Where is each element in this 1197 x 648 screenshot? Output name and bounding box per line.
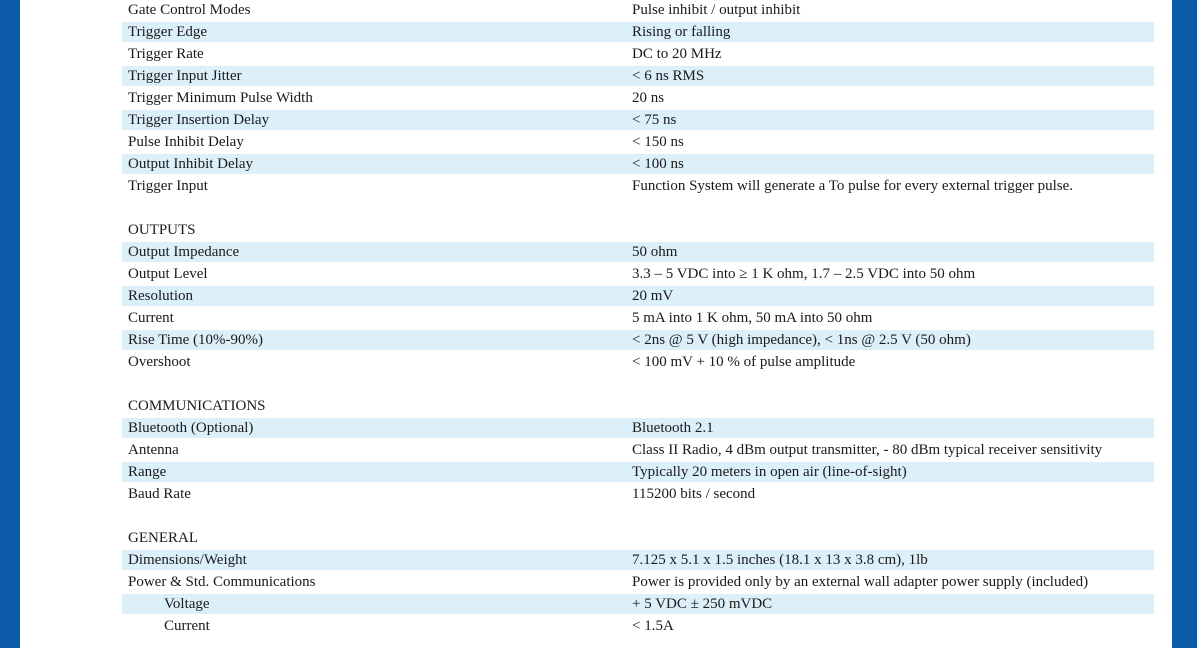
spec-label: Trigger Insertion Delay [128, 112, 270, 128]
spec-row [122, 88, 1154, 108]
spec-label: Dimensions/Weight [128, 552, 247, 568]
spec-value: + 5 VDC ± 250 mVDC [632, 596, 773, 612]
spec-label: Range [128, 464, 167, 480]
spec-label: Power & Std. Communications [128, 574, 316, 590]
section-heading-general: GENERAL [128, 530, 198, 546]
spec-row [122, 66, 1154, 86]
spec-row [122, 110, 1154, 130]
spec-row [122, 484, 1154, 504]
spec-row [122, 616, 1154, 636]
spec-label: Bluetooth (Optional) [128, 420, 254, 436]
spec-row [122, 440, 1154, 460]
section-heading-communications: COMMUNICATIONS [128, 398, 266, 414]
spec-label: Voltage [164, 596, 210, 612]
spec-label: Overshoot [128, 354, 191, 370]
spec-value: Power is provided only by an external wall adapter power supply (included) [632, 574, 1089, 590]
spec-label: Current [164, 618, 210, 634]
spec-value: < 6 ns RMS [632, 68, 705, 84]
spec-row [122, 418, 1154, 438]
spec-value: 3.3 – 5 VDC into ≥ 1 K ohm, 1.7 – 2.5 VDC into 50 ohm [632, 266, 976, 282]
spec-row [122, 132, 1154, 152]
spec-value: 5 mA into 1 K ohm, 50 mA into 50 ohm [632, 310, 873, 326]
spec-label: Output Inhibit Delay [128, 156, 253, 172]
spec-label: Current [128, 310, 174, 326]
spec-label: Resolution [128, 288, 194, 304]
spec-row [122, 572, 1154, 592]
spec-row [122, 550, 1154, 570]
spec-row [122, 594, 1154, 614]
spec-value: Rising or falling [632, 24, 731, 40]
spec-value: 20 mV [632, 288, 674, 304]
spec-value: Class II Radio, 4 dBm output transmitter, - 80 dBm typical receiver sensitivity [632, 442, 1103, 458]
spec-label: Gate Control Modes [128, 2, 251, 18]
spec-value: < 100 mV + 10 % of pulse amplitude [632, 354, 856, 370]
spec-label: Trigger Minimum Pulse Width [128, 90, 313, 106]
spec-row [122, 0, 1154, 20]
spec-row [122, 264, 1154, 284]
spec-row [122, 242, 1154, 262]
spec-value: < 100 ns [632, 156, 684, 172]
spec-value: 20 ns [632, 90, 665, 106]
spec-value: Typically 20 meters in open air (line-of-sight) [632, 464, 907, 480]
spec-label: Antenna [128, 442, 179, 458]
spec-row [122, 330, 1154, 350]
spec-label: Trigger Edge [128, 24, 208, 40]
spec-label: Output Level [128, 266, 208, 282]
spec-row [122, 308, 1154, 328]
spec-value: Bluetooth 2.1 [632, 420, 714, 436]
spec-row [122, 22, 1154, 42]
spec-label: Trigger Rate [128, 46, 204, 62]
spec-value: < 150 ns [632, 134, 684, 150]
spec-page [20, 0, 1172, 648]
spec-row [122, 154, 1154, 174]
spec-value: DC to 20 MHz [632, 46, 722, 62]
spec-row [122, 352, 1154, 372]
spec-row [122, 176, 1154, 196]
spec-value: < 75 ns [632, 112, 677, 128]
spec-label: Pulse Inhibit Delay [128, 134, 244, 150]
spec-row [122, 462, 1154, 482]
spec-label: Rise Time (10%-90%) [128, 332, 263, 348]
spec-label: Output Impedance [128, 244, 240, 260]
spec-label: Baud Rate [128, 486, 191, 502]
spec-value: < 2ns @ 5 V (high impedance), < 1ns @ 2.5 V (50 ohm) [632, 332, 971, 348]
spec-label: Trigger Input [128, 178, 208, 194]
spec-label: Trigger Input Jitter [128, 68, 242, 84]
spec-row [122, 286, 1154, 306]
spec-row [122, 44, 1154, 64]
spec-value: 115200 bits / second [632, 486, 756, 502]
section-heading-outputs: OUTPUTS [128, 222, 196, 238]
spec-value: 7.125 x 5.1 x 1.5 inches (18.1 x 13 x 3.8 cm), 1lb [632, 552, 928, 568]
spec-value: Pulse inhibit / output inhibit [632, 2, 801, 18]
spec-value: 50 ohm [632, 244, 678, 260]
spec-value: < 1.5A [632, 618, 674, 634]
spec-value: Function System will generate a To pulse for every external trigger pulse. [632, 178, 1074, 194]
